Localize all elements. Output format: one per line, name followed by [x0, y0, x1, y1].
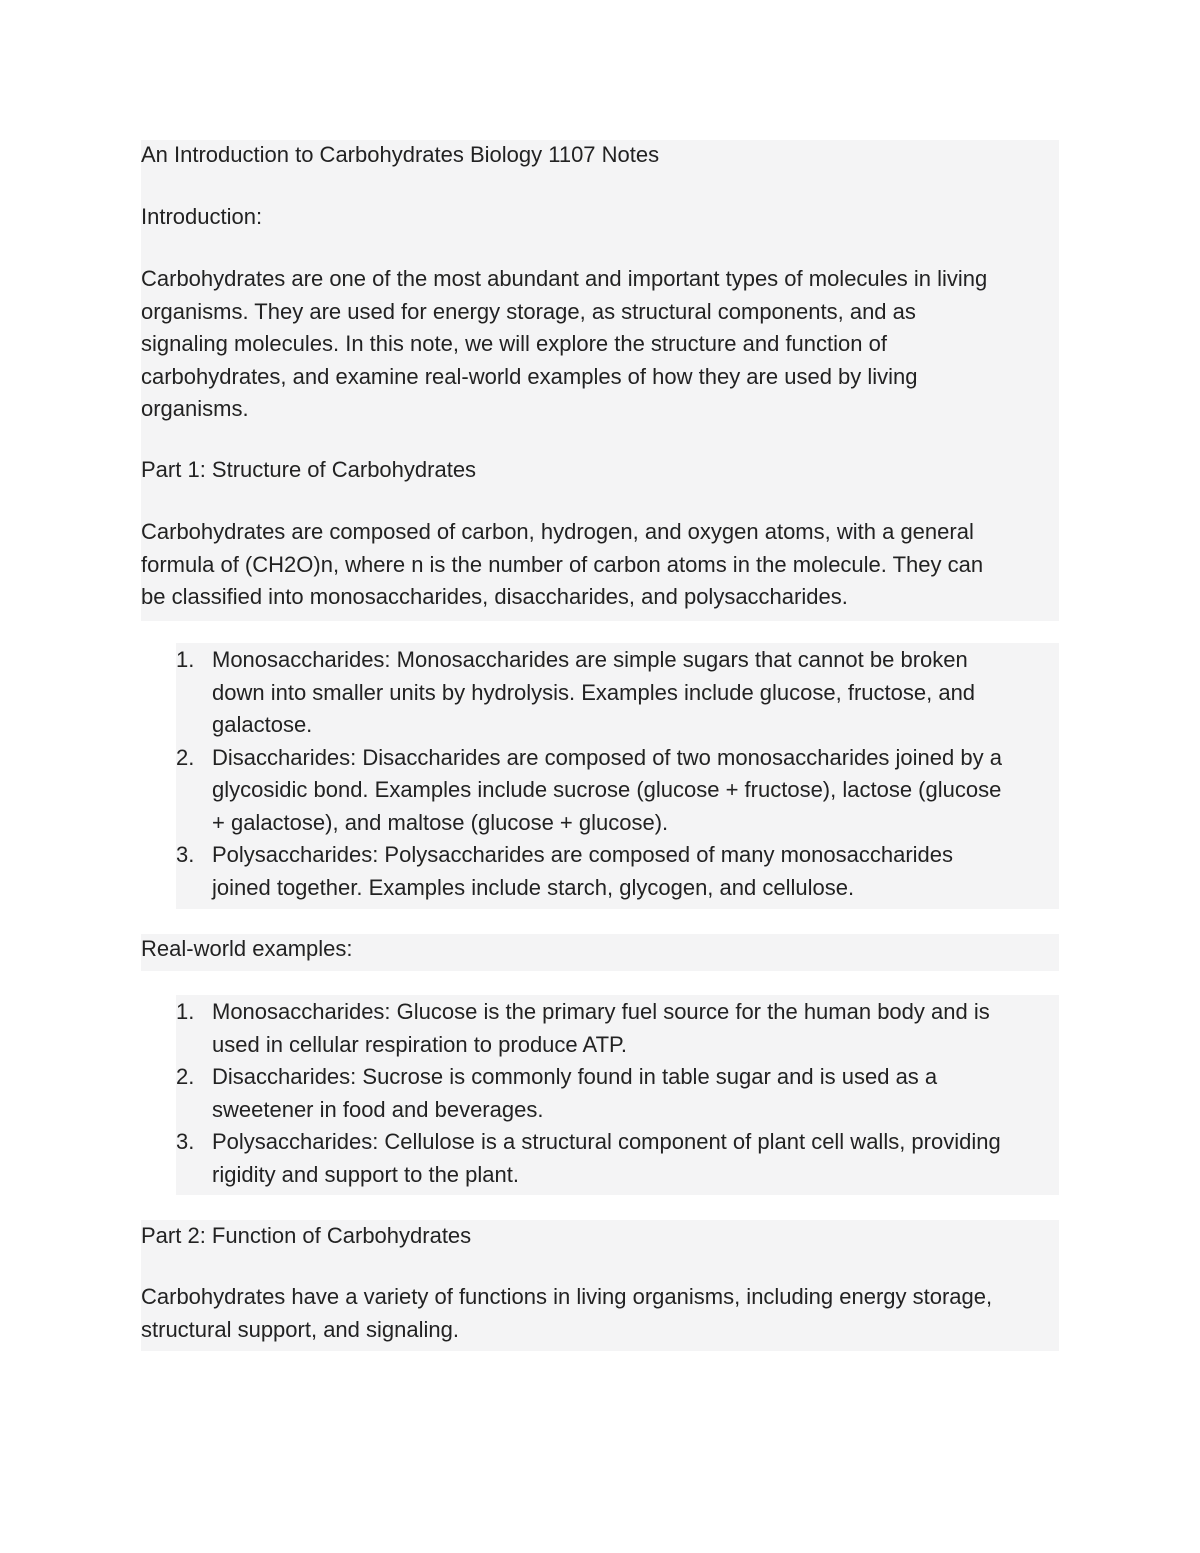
- part2-line: structural support, and signaling.: [141, 1316, 459, 1342]
- intro-line: signaling molecules. In this note, we will explore the structure and function of: [141, 331, 887, 356]
- carbohydrate-types-list: [176, 644, 1002, 904]
- list-number: 1.: [176, 999, 195, 1024]
- list-number: 2.: [176, 1064, 195, 1089]
- intro-line: organisms. They are used for energy storage, as structural components, and as: [141, 298, 916, 324]
- examples-list: [176, 996, 1001, 1191]
- list-item: [176, 1061, 1001, 1126]
- list-item: [176, 644, 1002, 742]
- part1-paragraph: [141, 516, 983, 614]
- part1-line: formula of (CH2O)n, where n is the number of carbon atoms in the molecule. They can: [141, 551, 984, 577]
- list-item-line: used in cellular respiration to produce ATP.: [212, 1031, 627, 1057]
- part2-paragraph: [141, 1281, 992, 1346]
- part1-line: Carbohydrates are composed of carbon, hydrogen, and oxygen atoms, with a general: [141, 519, 974, 544]
- examples-heading: Real-world examples:: [141, 936, 353, 961]
- document-title: An Introduction to Carbohydrates Biology 1107 Notes: [141, 142, 660, 167]
- list-item-line: Monosaccharides: Monosaccharides are simple sugars that cannot be broken: [212, 647, 968, 672]
- list-number: 3.: [176, 842, 195, 867]
- intro-line: organisms.: [141, 396, 249, 421]
- list-number: 3.: [176, 1129, 195, 1154]
- list-item-line: glycosidic bond. Examples include sucrose (glucose + fructose), lactose (glucose: [212, 777, 1002, 802]
- list-item-line: + galactose), and maltose (glucose + glucose).: [212, 809, 669, 835]
- list-item-line: Polysaccharides: Polysaccharides are composed of many monosaccharides: [212, 842, 954, 867]
- list-item: [176, 742, 1002, 840]
- part2-heading: Part 2: Function of Carbohydrates: [141, 1223, 472, 1248]
- list-number: 1.: [176, 647, 195, 672]
- part1-line: be classified into monosaccharides, disaccharides, and polysaccharides.: [141, 584, 848, 609]
- intro-line: carbohydrates, and examine real-world examples of how they are used by living: [141, 363, 918, 389]
- list-item-line: joined together. Examples include starch, glycogen, and cellulose.: [212, 874, 855, 900]
- list-item-line: Monosaccharides: Glucose is the primary fuel source for the human body and is: [212, 999, 990, 1024]
- list-item-line: Disaccharides: Disaccharides are composed of two monosaccharides joined by a: [212, 744, 1002, 770]
- list-item-line: sweetener in food and beverages.: [212, 1096, 544, 1122]
- list-item-line: Polysaccharides: Cellulose is a structural component of plant cell walls, providing: [212, 1129, 1001, 1154]
- list-item-line: rigidity and support to the plant.: [212, 1161, 519, 1187]
- intro-line: Carbohydrates are one of the most abundant and important types of molecules in living: [141, 266, 988, 291]
- list-number: 2.: [176, 744, 195, 770]
- part2-line: Carbohydrates have a variety of functions in living organisms, including energy storage,: [141, 1284, 993, 1309]
- list-item-line: down into smaller units by hydrolysis. Examples include glucose, fructose, and: [212, 679, 976, 705]
- intro-heading: Introduction:: [141, 204, 263, 229]
- list-item: [176, 1126, 1001, 1191]
- part1-heading: Part 1: Structure of Carbohydrates: [141, 457, 477, 482]
- intro-paragraph: [141, 263, 987, 426]
- list-item: [176, 996, 1001, 1061]
- list-item-line: Disaccharides: Sucrose is commonly found in table sugar and is used as a: [212, 1064, 938, 1089]
- list-item-line: galactose.: [212, 712, 313, 737]
- list-item: [176, 839, 1002, 904]
